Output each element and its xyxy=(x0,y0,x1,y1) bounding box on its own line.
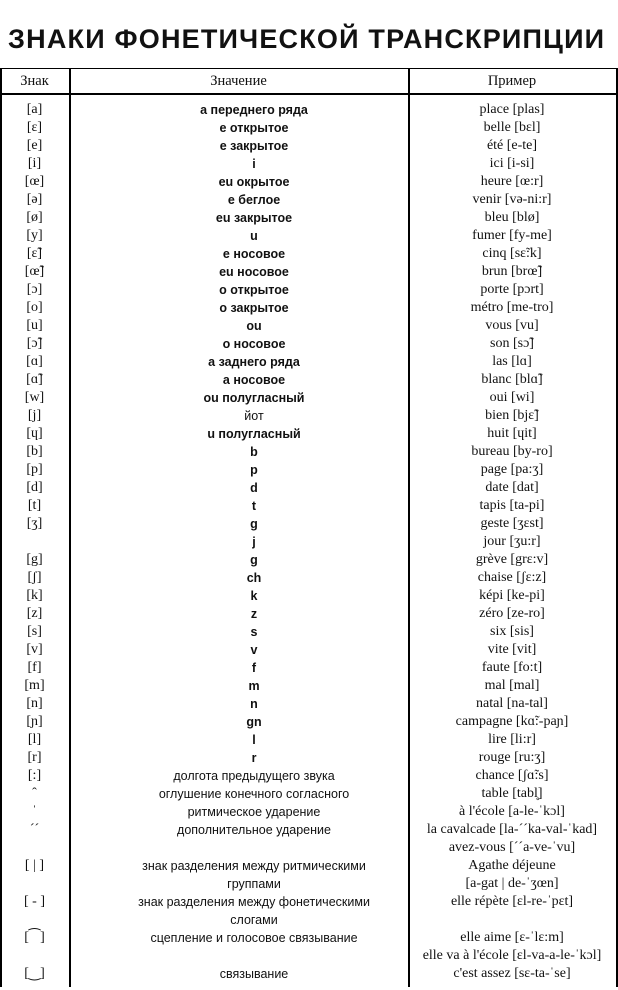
meaning-cell: ou полугласный xyxy=(203,391,305,405)
meaning-cell: eu носовое xyxy=(219,265,289,279)
sign-cell: [n] xyxy=(26,696,43,711)
example-cell: fumer [fy-me] xyxy=(472,228,552,243)
meaning-cell: n xyxy=(250,697,258,711)
example-cell: place [plas] xyxy=(479,102,545,117)
example-cell: heure [œ:r] xyxy=(480,174,544,189)
sign-cell: [ɥ] xyxy=(26,426,43,441)
example-cell: chaise [ʃɛ:z] xyxy=(477,570,547,585)
sign-cell: ˊˊ xyxy=(29,822,40,837)
example-cell xyxy=(408,911,616,929)
example-cell: son [sɔ̃] xyxy=(490,336,534,351)
example-cell: été [e-te] xyxy=(486,138,538,153)
example-cell: avez-vous [ˊˊa-ve-ˈvu] xyxy=(448,840,576,855)
example-cell: oui [wi] xyxy=(489,390,535,405)
sign-cell: [u] xyxy=(26,318,43,333)
meaning-cell: ou xyxy=(246,319,262,333)
sign-cell: [a] xyxy=(26,102,43,117)
sign-cell: [ɔ̃] xyxy=(26,336,43,351)
sign-cell xyxy=(0,947,69,965)
meaning-cell: l xyxy=(252,733,256,747)
example-cell: page [pa:ʒ] xyxy=(480,462,544,477)
sign-cell: [ - ] xyxy=(24,894,45,909)
meaning-cell: йот xyxy=(244,409,264,423)
sign-cell: [d] xyxy=(26,480,43,495)
sign-column xyxy=(0,101,69,983)
example-cell: Agathe déjeune xyxy=(468,858,556,873)
sign-cell: [ʒ] xyxy=(26,516,43,531)
meaning-cell: z xyxy=(250,607,258,621)
example-cell: geste [ʒɛst] xyxy=(480,516,544,531)
meaning-cell: слогами xyxy=(230,913,278,927)
sign-cell: [ʃ] xyxy=(27,570,42,585)
example-cell: tapis [ta-pi] xyxy=(479,498,545,513)
sign-cell: [œ] xyxy=(24,174,45,189)
header-sign: Знак xyxy=(20,73,49,89)
sign-cell: [r] xyxy=(27,750,42,765)
sign-cell: [g] xyxy=(26,552,43,567)
example-cell: las [lɑ] xyxy=(492,354,532,369)
sign-cell: [ɔ] xyxy=(26,282,43,297)
meaning-cell: а носовое xyxy=(222,373,286,387)
sign-cell: ˆ xyxy=(32,786,37,801)
meaning-cell: е открытое xyxy=(219,121,289,135)
meaning-column xyxy=(69,101,439,983)
example-cell: rouge [ru:ʒ] xyxy=(478,750,546,765)
example-cell: à l'école [a-le-ˈkɔl] xyxy=(459,804,565,819)
example-cell: venir [və-ni:r] xyxy=(472,192,552,207)
meaning-cell: v xyxy=(250,643,258,657)
sign-cell: [f] xyxy=(27,660,42,675)
example-cell: bien [bjɛ̃] xyxy=(485,408,539,423)
meaning-cell xyxy=(69,947,439,965)
example-cell: lire [li:r] xyxy=(488,732,536,747)
meaning-cell: долгота предыдущего звука xyxy=(173,769,335,783)
sign-cell: [b] xyxy=(26,444,43,459)
sign-cell: [m] xyxy=(24,678,45,693)
meaning-cell: j xyxy=(252,535,256,549)
example-cell: elle répète [ɛl-re-ˈpɛt] xyxy=(450,894,574,909)
example-cell: vous [vu] xyxy=(485,318,539,333)
meaning-cell: группами xyxy=(227,877,281,891)
meaning-cell: f xyxy=(251,661,257,675)
meaning-cell: а переднего ряда xyxy=(200,103,308,117)
sign-cell: [:] xyxy=(27,768,42,783)
sign-cell: [ɛ] xyxy=(26,120,43,135)
meaning-cell: а заднего ряда xyxy=(208,355,300,369)
meaning-cell: b xyxy=(250,445,258,459)
sign-cell: [ø] xyxy=(26,210,43,225)
example-cell: brun [brœ̃] xyxy=(481,264,543,279)
example-cell: date [dat] xyxy=(485,480,539,495)
sign-cell: [k] xyxy=(26,588,43,603)
meaning-cell: eu закрытое xyxy=(215,211,293,225)
sign-cell: [p] xyxy=(26,462,43,477)
sign-cell: [s] xyxy=(27,624,42,639)
table-border-right xyxy=(616,69,618,987)
sign-cell: [v] xyxy=(26,642,43,657)
sign-cell: [ɲ] xyxy=(26,714,43,729)
example-cell: bureau [by-ro] xyxy=(471,444,553,459)
meaning-cell: s xyxy=(250,625,258,639)
example-cell: grève [grɛ:v] xyxy=(475,552,549,567)
header-example: Пример xyxy=(487,73,537,89)
example-cell: zéro [ze-ro] xyxy=(479,606,545,621)
example-cell: table [tabl̥] xyxy=(481,786,543,801)
example-column xyxy=(408,101,616,983)
example-cell: six [sis] xyxy=(490,624,534,639)
example-cell: blanc [blɑ̃] xyxy=(481,372,543,387)
example-cell: campagne [kɑ̃:-paɲ] xyxy=(455,714,569,729)
header-divider xyxy=(0,93,618,95)
example-cell: faute [fo:t] xyxy=(481,660,543,675)
example-cell: cinq [sɛ̃:k] xyxy=(482,246,542,261)
example-cell: belle [bɛl] xyxy=(483,120,541,135)
sign-cell: [‿] xyxy=(24,966,45,981)
sign-cell: [i] xyxy=(27,156,42,171)
meaning-cell: eu окрытое xyxy=(218,175,290,189)
example-cell: métro [me-tro] xyxy=(470,300,554,315)
example-cell: chance [ʃɑ̃:s] xyxy=(475,768,549,783)
example-cell: ici [i-si] xyxy=(489,156,535,171)
meaning-cell: о открытое xyxy=(219,283,289,297)
example-cell: la cavalcade [la-ˊˊka-val-ˈkad] xyxy=(426,822,598,837)
example-cell: mal [mal] xyxy=(484,678,540,693)
meaning-cell: ch xyxy=(246,571,262,585)
sign-cell: [ɑ̃] xyxy=(26,372,43,387)
meaning-cell: p xyxy=(250,463,258,477)
page-title: ЗНАКИ ФОНЕТИЧЕСКОЙ ТРАНСКРИПЦИИ xyxy=(8,24,606,54)
example-cell: [a-gat | de-ˈʒœn] xyxy=(465,876,559,891)
sign-cell: [y] xyxy=(26,228,43,243)
example-cell: natal [na-tal] xyxy=(476,696,548,711)
sign-cell: [e] xyxy=(26,138,43,153)
sign-cell: [ɛ̃] xyxy=(26,246,43,261)
meaning-cell: r xyxy=(251,751,257,765)
meaning-cell: знак разделения между фонетическими xyxy=(138,895,370,909)
sign-cell: [j] xyxy=(27,408,42,423)
meaning-cell: k xyxy=(250,589,258,603)
sign-cell: [o] xyxy=(26,300,43,315)
meaning-cell: ритмическое ударение xyxy=(187,805,321,819)
meaning-cell xyxy=(69,839,439,857)
example-cell: porte [pɔrt] xyxy=(480,282,544,297)
meaning-cell: знак разделения между ритмическими xyxy=(142,859,366,873)
meaning-cell: t xyxy=(251,499,257,513)
meaning-cell: сцепление и голосовое связывание xyxy=(150,931,358,945)
example-cell: vite [vit] xyxy=(487,642,537,657)
meaning-cell: gn xyxy=(246,715,262,729)
sign-cell: [œ̃] xyxy=(24,264,45,279)
meaning-cell: о носовое xyxy=(222,337,286,351)
sign-cell xyxy=(0,839,69,857)
meaning-cell: u xyxy=(250,229,258,243)
transcription-table xyxy=(0,68,618,987)
sign-cell xyxy=(0,911,69,929)
sign-cell: [ | ] xyxy=(24,858,45,873)
sign-cell: [t] xyxy=(27,498,42,513)
meaning-cell: о закрытое xyxy=(219,301,289,315)
example-cell: elle va à l'école [ɛl-va-a-le-ˈkɔl] xyxy=(422,948,602,963)
meaning-cell: m xyxy=(248,679,260,693)
example-cell: jour [ʒu:r] xyxy=(483,534,541,549)
example-cell: bleu [blø] xyxy=(484,210,540,225)
example-cell: képi [ke-pi] xyxy=(479,588,545,603)
sign-cell: [⁀] xyxy=(24,930,45,945)
meaning-cell: дополнительное ударение xyxy=(177,823,331,837)
meaning-cell: u полугласный xyxy=(207,427,301,441)
meaning-cell: d xyxy=(250,481,258,495)
meaning-cell: i xyxy=(252,157,256,171)
sign-cell xyxy=(0,875,69,893)
sign-cell xyxy=(0,533,69,551)
meaning-cell: е закрытое xyxy=(219,139,289,153)
sign-cell: [w] xyxy=(24,390,45,405)
example-cell: elle aime [ɛ-ˈlɛ:m] xyxy=(460,930,564,945)
example-cell: huit [ɥit] xyxy=(487,426,537,441)
meaning-cell: е беглое xyxy=(227,193,281,207)
meaning-cell: g xyxy=(250,517,258,531)
header-meaning: Значение xyxy=(210,73,267,89)
meaning-cell: g xyxy=(250,553,258,567)
meaning-cell: е носовое xyxy=(222,247,286,261)
meaning-cell: связывание xyxy=(219,967,289,981)
sign-cell: ˈ xyxy=(32,804,37,819)
example-cell: c'est assez [sɛ-ta-ˈse] xyxy=(453,966,571,981)
sign-cell: [ɑ] xyxy=(26,354,43,369)
sign-cell: [l] xyxy=(27,732,42,747)
sign-cell: [ə] xyxy=(26,192,43,207)
meaning-cell: оглушение конечного согласного xyxy=(158,787,350,801)
sign-cell: [z] xyxy=(26,606,43,621)
